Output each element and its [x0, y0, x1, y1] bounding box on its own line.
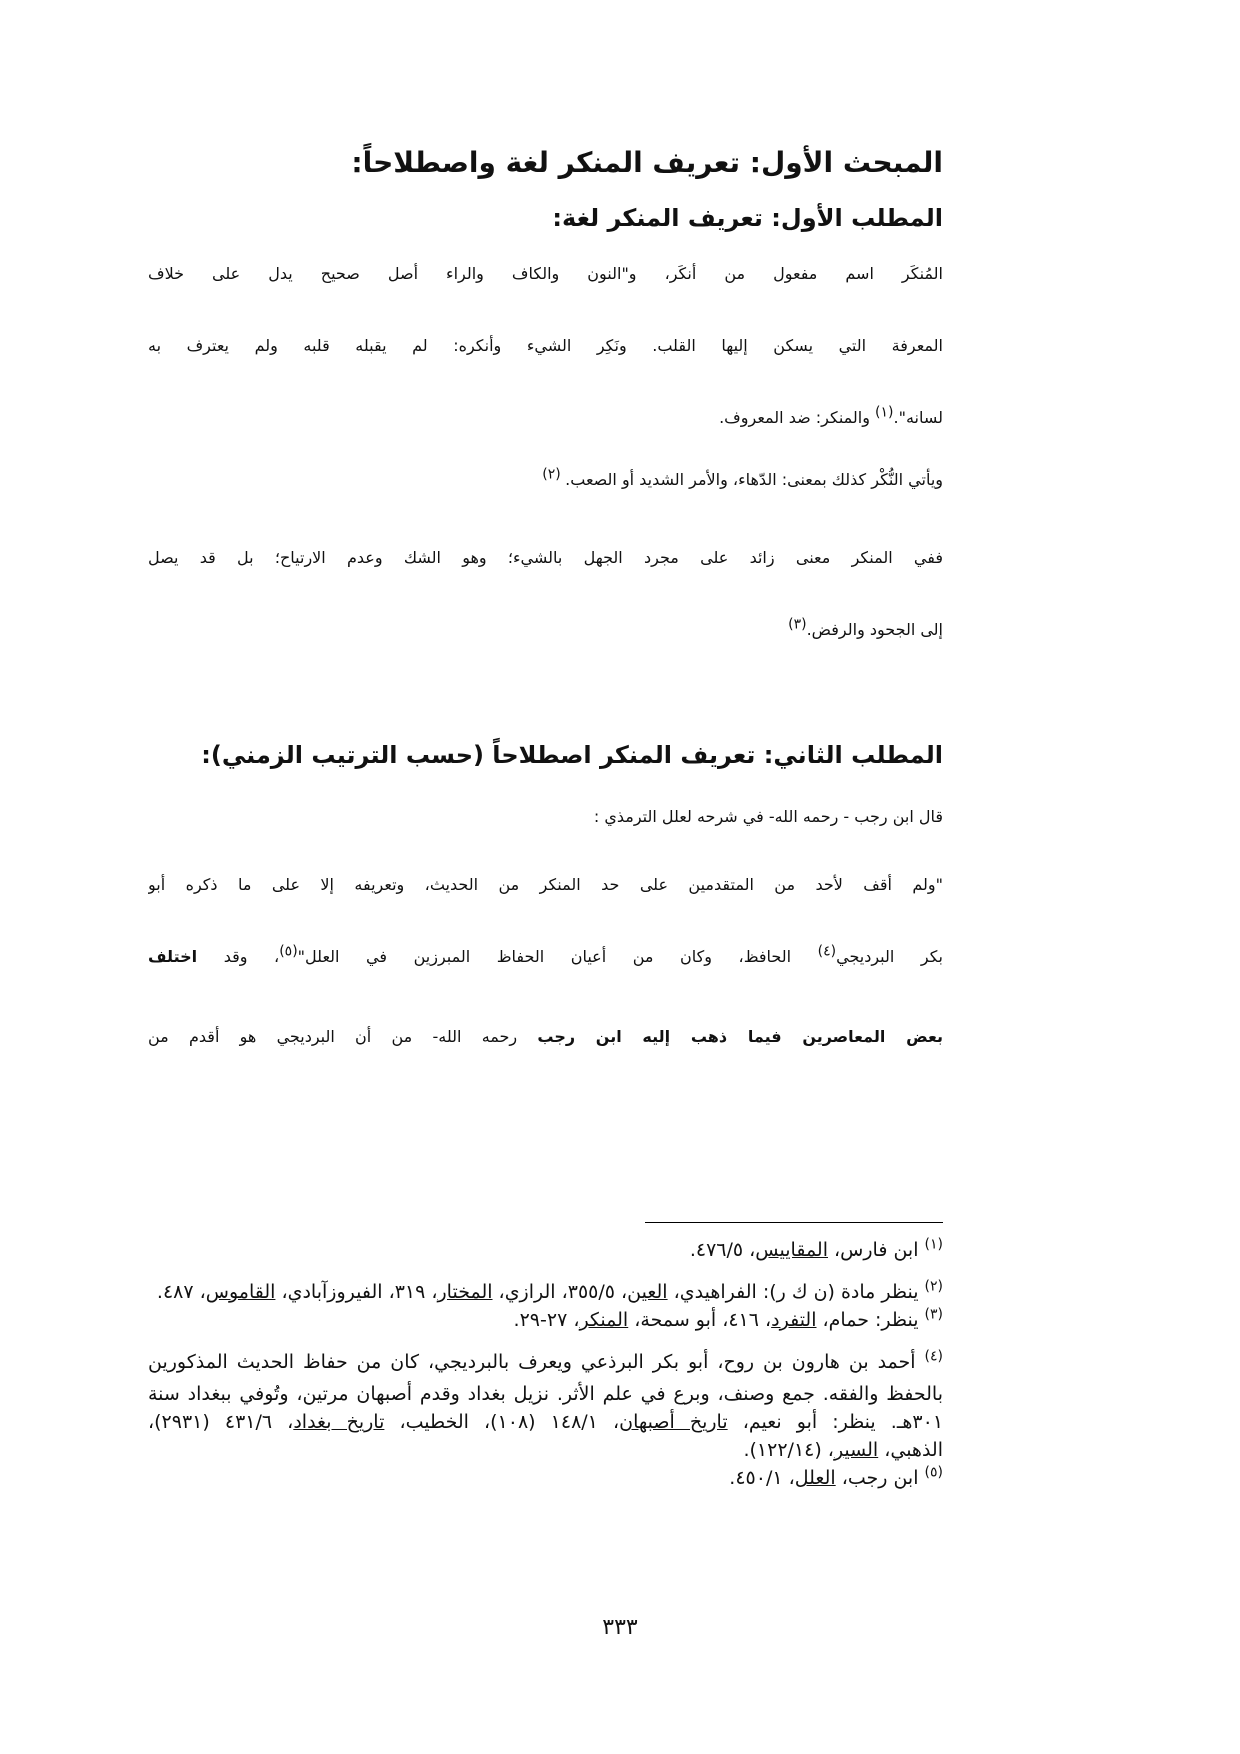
source-title: المختار [437, 1281, 493, 1303]
footnote-ref-1[interactable]: (١) [875, 404, 894, 421]
footnote-3 [148, 1306, 943, 1334]
paragraph-meaning [148, 522, 943, 666]
text-line: بالحفظ والفقه. جمع وصنف، وبرع في علم الأثر. نزيل بغداد وقدم أصبهان مرتين، وتُوفي ببغداد سنة [148, 1383, 943, 1405]
text-line: ففي المنكر معنى زائد على مجرد الجهل بالشيء؛ وهو الشك وعدم الارتياح؛ بل قد يصل [148, 548, 943, 567]
source-title: تاريخ أصبهان [619, 1411, 728, 1433]
text-span: ، ٣٥٥/٥، الرازي، [492, 1281, 628, 1303]
chapter-heading: المبحث الأول: تعريف المنكر لغة واصطلاحاً: [351, 146, 943, 179]
text-span: ، ١٤٨/١ (١٠٨)، الخطيب، [384, 1411, 620, 1433]
section-title-terminological: المطلب الثاني: تعريف المنكر اصطلاحاً (حسب الترتيب الزمني): [201, 741, 943, 769]
page-number: ٣٣٣ [602, 1615, 638, 1640]
text-span: ، ٢٧-٢٩. [513, 1309, 580, 1331]
text-line: المُنكَر اسم مفعول من أنكَر، و"النون والكاف والراء أصل صحيح يدل على خلاف [148, 264, 943, 283]
bold-text: اختلف [148, 947, 198, 966]
text-span: ، ٤٣١/٦ (٢٩٣١)، [148, 1411, 294, 1433]
text-span: ، ٤٨٧. [156, 1281, 206, 1303]
text-span: ابن فارس، [828, 1239, 925, 1261]
bold-text: بعض المعاصرين فيما ذهب إليه ابن رجب [537, 1027, 943, 1046]
footnote-5 [148, 1464, 943, 1492]
footnote-ref-5[interactable]: (٥) [279, 943, 298, 960]
text-line: قال ابن رجب - رحمه الله- في شرحه لعلل الترمذي : [593, 807, 943, 826]
text-span: ، ٣١٩، الفيروزآبادي، [275, 1281, 438, 1303]
footnotes [148, 1236, 943, 1492]
section-title-linguistic: المطلب الأول: تعريف المنكر لغة: [552, 204, 943, 232]
text-line: "ولم أقف لأحد من المتقدمين على حد المنكر من الحديث، وتعريفه إلا على ما ذكره أبو [148, 875, 943, 894]
text-line [148, 1348, 943, 1376]
footnote-number: (٢) [924, 1278, 943, 1295]
footnote-number: (٤) [924, 1348, 943, 1365]
text-span: ويأتي النُّكْر كذلك بمعنى: الدّهاء، والأمر الشديد أو الصعب. [565, 470, 943, 489]
text-line [148, 444, 943, 516]
text-span: ، (١٢٢/١٤). [743, 1439, 834, 1461]
source-title: القاموس [205, 1281, 276, 1303]
text-span: ، ٤١٦، أبو سمحة، [628, 1309, 772, 1331]
text-line [148, 1436, 943, 1464]
footnote-ref-4[interactable]: (٤) [817, 943, 837, 960]
text-span: ينظر: حمام، [816, 1309, 925, 1331]
text-span: ٣٠١هـ. ينظر: أبو نعيم، [727, 1411, 944, 1433]
paragraph-nukr [148, 444, 943, 516]
paragraph-definition [148, 238, 943, 454]
text-span: رحمه الله- من أن البرديجي هو أقدم من [148, 1027, 538, 1046]
footnote-number: (٥) [924, 1464, 943, 1481]
text-span: الحافظ، وكان من أعيان الحفاظ المبرزين في العلل" [297, 947, 818, 966]
footnote-ref-2[interactable]: (٢) [542, 466, 566, 483]
text-span: والمنكر: ضد المعروف. [719, 408, 876, 427]
text-span: ، وقد [197, 947, 280, 966]
footnote-divider [645, 1222, 943, 1223]
source-title: السير [833, 1439, 879, 1461]
source-title: المنكر [579, 1309, 629, 1331]
text-span: أحمد بن هارون بن روح، أبو بكر البرذعي ويعرف بالبرديجي، كان من حفاظ الحديث المذكورين [148, 1351, 925, 1373]
text-line [148, 921, 943, 993]
footnote-number: (١) [924, 1236, 943, 1253]
text-span: ، ٤٧٦/٥. [689, 1239, 756, 1261]
paragraph-quote [148, 849, 943, 1073]
source-title: العين [627, 1281, 668, 1303]
text-line [148, 594, 943, 666]
text-line: المعرفة التي يسكن إليها القلب. ونَكِر الشيء وأنكره: لم يقبله قلبه ولم يعترف به [148, 336, 943, 355]
paragraph-intro [148, 781, 943, 853]
text-span: الذهبي، [878, 1439, 943, 1461]
text-span: ابن رجب، [835, 1467, 925, 1489]
source-title: المقاييس [755, 1239, 828, 1261]
text-span: بكر البرديجي [836, 947, 943, 966]
footnote-ref-3[interactable]: (٣) [788, 616, 807, 633]
footnote-4 [148, 1348, 943, 1464]
text-line [148, 1408, 943, 1436]
footnote-number: (٣) [924, 1306, 943, 1323]
footnote-1 [148, 1236, 943, 1264]
text-span: إلى الجحود والرفض. [806, 620, 943, 639]
source-title: تاريخ بغداد [293, 1411, 385, 1433]
footnote-2 [148, 1278, 943, 1306]
source-title: التفرد [771, 1309, 817, 1331]
text-line [148, 1001, 943, 1073]
text-span: لسانه". [893, 408, 943, 427]
text-span: ، ٤٥٠/١. [729, 1467, 795, 1489]
text-span: ينظر مادة (ن ك ر): الفراهيدي، [667, 1281, 925, 1303]
source-title: العلل [794, 1467, 836, 1489]
